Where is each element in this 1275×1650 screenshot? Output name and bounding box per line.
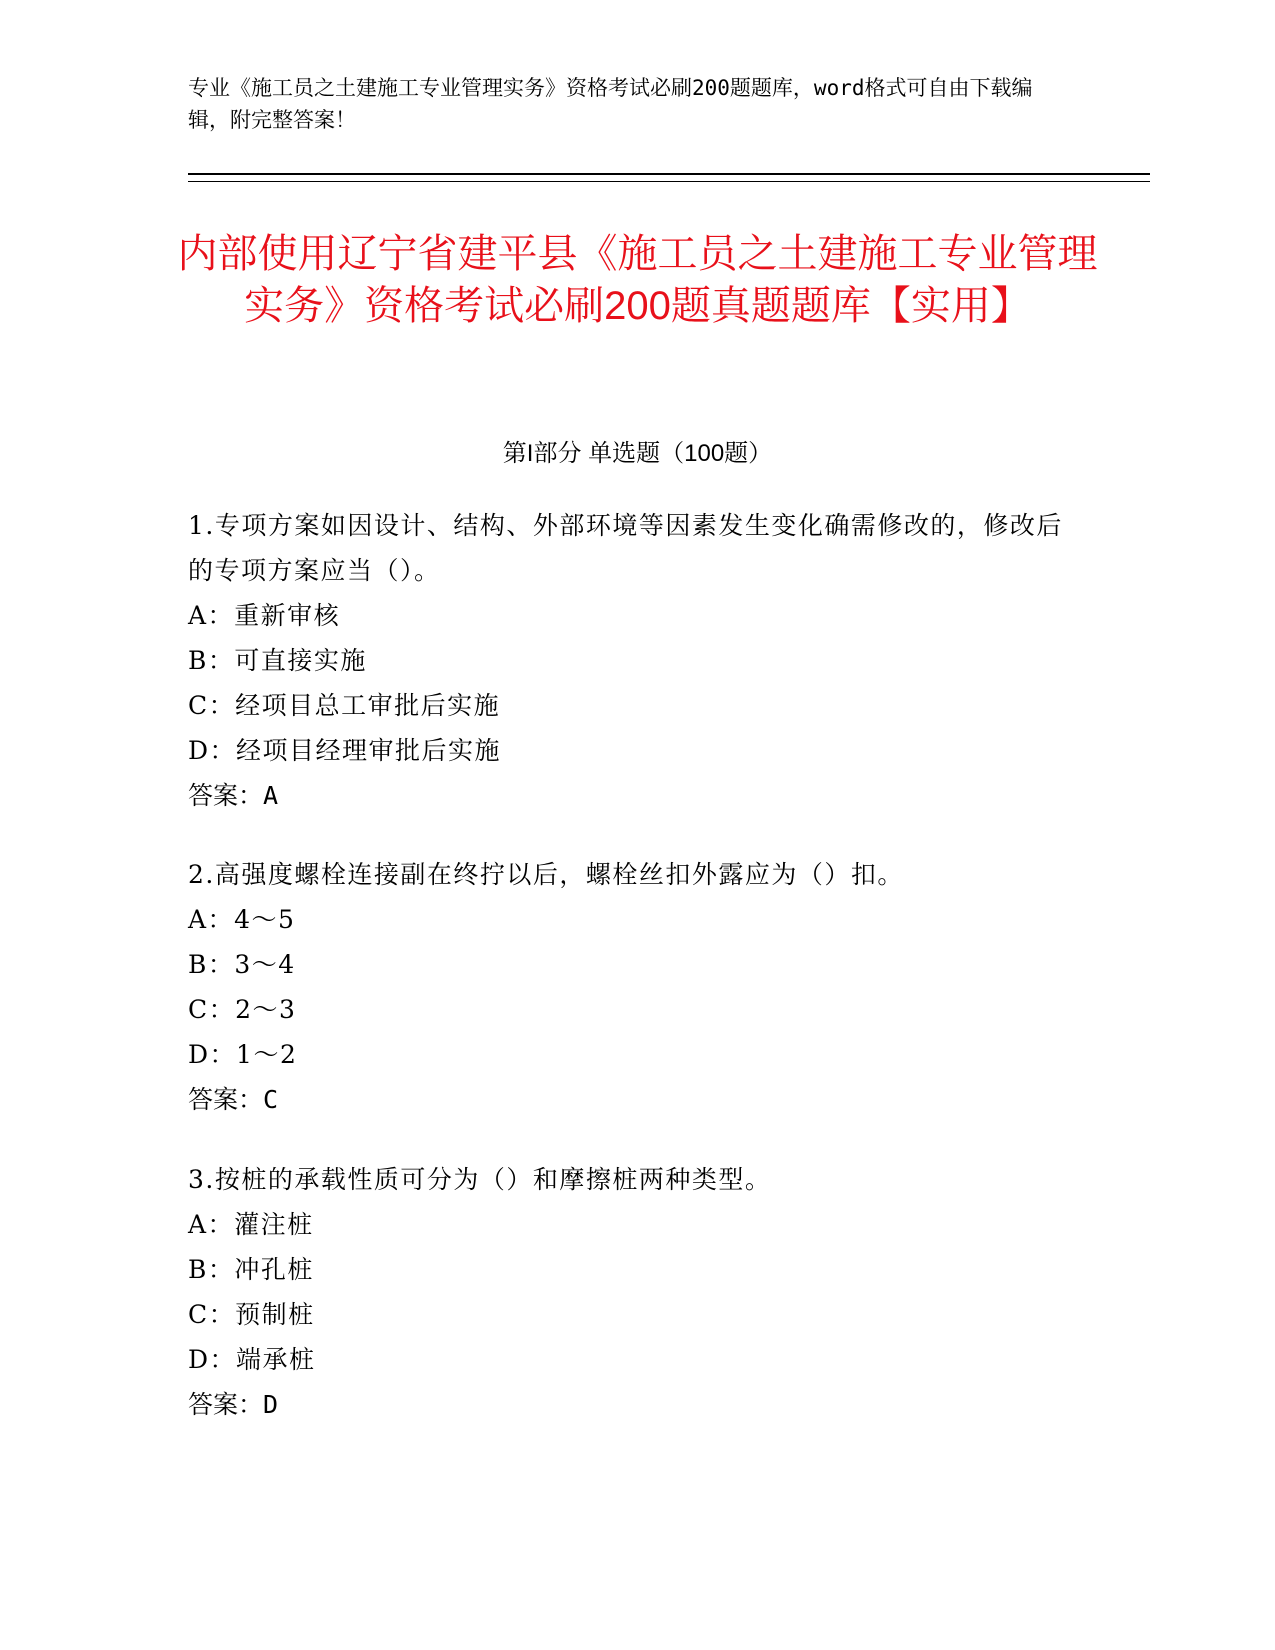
option-a bbox=[188, 593, 1088, 638]
option-letter: A： bbox=[188, 1210, 235, 1239]
answer-value: D bbox=[263, 1390, 279, 1419]
option-letter: B： bbox=[188, 646, 235, 675]
option-d bbox=[188, 728, 1088, 773]
answer-label: 答案： bbox=[188, 1391, 264, 1419]
option-letter: B： bbox=[188, 1255, 235, 1284]
option-text: 预制桩 bbox=[235, 1300, 315, 1329]
option-text: 1～2 bbox=[236, 1040, 298, 1069]
answer-label: 答案： bbox=[188, 1086, 264, 1114]
option-letter: B： bbox=[188, 950, 235, 979]
question-stem: 1.专项方案如因设计、结构、外部环境等因素发生变化确需修改的，修改后的专项方案应当（）。 bbox=[188, 511, 1063, 585]
answer-line bbox=[188, 773, 1088, 819]
answer-label: 答案： bbox=[188, 782, 264, 810]
option-text: 端承桩 bbox=[236, 1345, 316, 1374]
option-letter: A： bbox=[188, 905, 235, 934]
option-letter: A： bbox=[188, 601, 235, 630]
question-stem: 3.按桩的承载性质可分为（）和摩擦桩两种类型。 bbox=[188, 1165, 772, 1194]
option-text: 经项目总工审批后实施 bbox=[235, 691, 501, 720]
option-text: 冲孔桩 bbox=[234, 1255, 314, 1284]
option-letter: D： bbox=[188, 736, 237, 765]
option-text: 重新审核 bbox=[234, 601, 341, 630]
question-2 bbox=[188, 852, 1088, 1123]
option-text: 2～3 bbox=[235, 995, 297, 1024]
option-a bbox=[188, 897, 1088, 942]
answer-value: A bbox=[263, 781, 279, 810]
option-d bbox=[188, 1032, 1088, 1077]
option-text: 经项目经理审批后实施 bbox=[236, 736, 502, 765]
option-letter: D： bbox=[188, 1345, 237, 1374]
section-heading: 第I部分 单选题（100题） bbox=[502, 440, 773, 467]
option-b bbox=[188, 638, 1088, 683]
option-text: 灌注桩 bbox=[234, 1210, 314, 1239]
header-divider-thick bbox=[188, 173, 1150, 175]
option-b bbox=[188, 1247, 1088, 1292]
option-a bbox=[188, 1202, 1088, 1247]
answer-line bbox=[188, 1382, 1088, 1428]
option-c bbox=[188, 1292, 1088, 1337]
header-note: 专业《施工员之土建施工专业管理实务》资格考试必刷200题题库，word格式可自由下载编辑，附完整答案！ bbox=[188, 76, 1033, 132]
answer-line bbox=[188, 1077, 1088, 1123]
header-divider-thin bbox=[188, 181, 1150, 182]
option-text: 3～4 bbox=[234, 950, 296, 979]
option-letter: C： bbox=[188, 1300, 236, 1329]
question-3 bbox=[188, 1157, 1088, 1428]
option-text: 4～5 bbox=[234, 905, 296, 934]
option-b bbox=[188, 942, 1088, 987]
option-c bbox=[188, 987, 1088, 1032]
option-letter: D： bbox=[188, 1040, 237, 1069]
option-c bbox=[188, 683, 1088, 728]
document-title: 内部使用辽宁省建平县《施工员之土建施工专业管理实务》资格考试必刷200题真题题库【实用】 bbox=[177, 232, 1098, 328]
option-text: 可直接实施 bbox=[234, 646, 367, 675]
option-d bbox=[188, 1337, 1088, 1382]
option-letter: C： bbox=[188, 691, 236, 720]
question-stem: 2.高强度螺栓连接副在终拧以后，螺栓丝扣外露应为（）扣。 bbox=[188, 860, 904, 889]
question-1 bbox=[188, 503, 1088, 819]
option-letter: C： bbox=[188, 995, 236, 1024]
answer-value: C bbox=[263, 1085, 279, 1114]
